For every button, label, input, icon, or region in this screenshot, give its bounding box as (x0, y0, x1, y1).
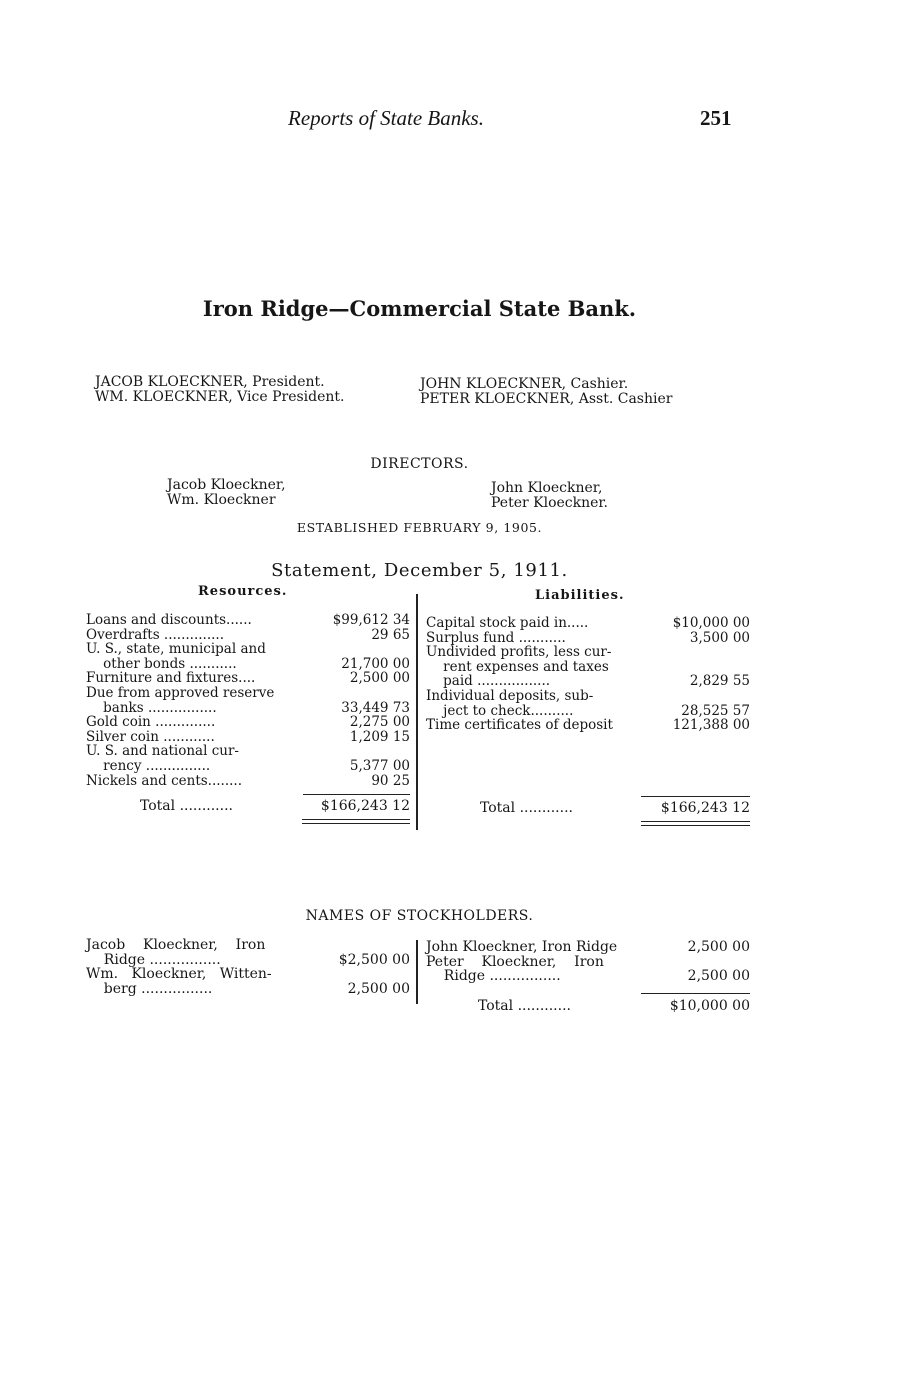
stockholder-row (426, 955, 750, 970)
resource-label: Due from approved reserve (86, 684, 275, 701)
statement-title: Statement, December 5, 1911. (271, 560, 568, 581)
directors-heading: DIRECTORS. (370, 456, 469, 472)
resource-label: U. S., state, municipal and (86, 641, 266, 658)
liabilities-total-amount: $166,243 12 (660, 800, 750, 816)
officer-assistant-cashier: PETER KLOECKNER, Asst. Cashier (420, 391, 673, 407)
stockholder-name: John Kloeckner, Iron Ridge (426, 939, 618, 955)
liability-amount: $10,000 00 (672, 615, 750, 631)
liability-row (426, 689, 750, 704)
liability-label: rent expenses and taxes (426, 658, 609, 675)
resource-amount: 1,209 15 (349, 728, 410, 745)
liability-label: Individual deposits, sub- (426, 687, 594, 704)
liabilities-list (426, 616, 750, 733)
officer-president: JACOB KLOECKNER, President. (95, 374, 325, 390)
resource-label: Silver coin ............ (86, 728, 215, 745)
resources-total-amount: $166,243 12 (320, 798, 410, 814)
bank-title: Iron Ridge—Commercial State Bank. (202, 296, 637, 321)
liability-label: Capital stock paid in..... (426, 615, 589, 631)
resources-list (86, 613, 410, 788)
stockholder-name: Peter Kloeckner, Iron (426, 953, 604, 970)
resources-total-label: Total ............ (140, 798, 233, 814)
resource-row (86, 701, 410, 716)
total-rule (641, 796, 750, 797)
column-divider (416, 594, 418, 830)
stockholder-amount: 2,500 00 (687, 939, 750, 955)
stockholder-row (86, 953, 410, 968)
stockholder-name: Ridge ................ (426, 968, 561, 985)
stockholder-name: Wm. Kloeckner, Witten- (86, 966, 272, 983)
resource-row (86, 774, 410, 789)
resource-amount: 2,500 00 (349, 670, 410, 687)
resource-label: rency ............... (86, 757, 211, 774)
stockholders-right (426, 940, 750, 984)
stockholders-heading: NAMES OF STOCKHOLDERS. (305, 908, 534, 924)
stockholder-row (86, 982, 410, 997)
liability-row (426, 718, 750, 733)
liability-row (426, 631, 750, 646)
stockholder-amount: 2,500 00 (687, 968, 750, 985)
resource-row (86, 686, 410, 701)
resource-amount: 2,275 00 (349, 714, 410, 731)
stockholder-amount: 2,500 00 (347, 980, 410, 997)
liability-row (426, 660, 750, 675)
resource-amount: 21,700 00 (341, 655, 410, 672)
officers-left (95, 375, 344, 405)
resource-row (86, 759, 410, 774)
officer-vice-president: WM. KLOECKNER, Vice President. (95, 389, 345, 405)
resource-row (86, 628, 410, 643)
established-date: ESTABLISHED FEBRUARY 9, 1905. (296, 520, 543, 535)
stockholders-left (86, 938, 410, 996)
liability-amount: 2,829 55 (689, 673, 750, 690)
resource-row (86, 642, 410, 657)
stockholder-row (426, 940, 750, 955)
director-name: Peter Kloeckner. (491, 495, 609, 511)
liability-row (426, 616, 750, 631)
resource-row (86, 613, 410, 628)
resource-label: Loans and discounts...... (86, 612, 252, 628)
stockholders-total-label: Total ............ (478, 998, 571, 1014)
resource-row (86, 715, 410, 730)
double-rule (302, 819, 410, 820)
liability-row (426, 674, 750, 689)
total-rule (303, 794, 410, 795)
total-rule (641, 993, 750, 994)
stockholder-row (86, 938, 410, 953)
liability-amount: 3,500 00 (689, 629, 750, 646)
double-rule (641, 821, 750, 822)
liability-label: Undivided profits, less cur- (426, 644, 612, 661)
resources-heading: Resources. (198, 584, 288, 599)
stockholder-name: berg ................ (86, 980, 213, 997)
resource-label: U. S. and national cur- (86, 743, 239, 760)
stockholder-row (86, 967, 410, 982)
liability-row (426, 645, 750, 660)
director-name: John Kloeckner, (491, 480, 603, 496)
liability-label: ject to check.......... (426, 702, 574, 719)
resource-row (86, 744, 410, 759)
resource-label: Gold coin .............. (86, 714, 216, 731)
liability-label: paid ................. (426, 673, 551, 690)
page-number: 251 (700, 106, 732, 130)
resource-row (86, 671, 410, 686)
resource-label: banks ................ (86, 699, 217, 716)
resource-amount: 90 25 (371, 772, 410, 789)
liability-label: Surplus fund ........... (426, 629, 566, 646)
resource-amount: 5,377 00 (349, 757, 410, 774)
resource-row (86, 657, 410, 672)
resources-total-row (140, 798, 410, 814)
double-rule (641, 825, 750, 826)
officers-right (420, 377, 672, 407)
resource-label: Overdrafts .............. (86, 626, 224, 643)
officer-cashier: JOHN KLOECKNER, Cashier. (420, 376, 629, 392)
directors-left (167, 478, 286, 508)
stockholders-divider (416, 940, 418, 1004)
liabilities-total-row (480, 800, 750, 816)
resource-amount: $99,612 34 (332, 612, 410, 628)
resource-amount: 29 65 (371, 626, 410, 643)
liabilities-total-label: Total ............ (480, 800, 573, 816)
stockholders-total-row (478, 998, 750, 1014)
liability-amount: 121,388 00 (672, 717, 750, 734)
resource-label: Furniture and fixtures.... (86, 670, 256, 687)
director-name: Jacob Kloeckner, (167, 477, 286, 493)
liability-amount: 28,525 57 (681, 702, 750, 719)
liability-row (426, 704, 750, 719)
resource-row (86, 730, 410, 745)
stockholder-amount: $2,500 00 (338, 951, 410, 968)
resource-label: Nickels and cents........ (86, 772, 243, 789)
running-title: Reports of State Banks. (288, 106, 484, 130)
liability-label: Time certificates of deposit (426, 717, 613, 734)
resource-label: other bonds ........... (86, 655, 237, 672)
liabilities-heading: Liabilities. (535, 588, 625, 603)
director-name: Wm. Kloeckner (167, 492, 276, 508)
double-rule (302, 823, 410, 824)
stockholders-total-amount: $10,000 00 (669, 998, 750, 1014)
directors-right (491, 481, 608, 511)
resource-amount: 33,449 73 (341, 699, 410, 716)
stockholder-name: Ridge ................ (86, 951, 221, 968)
stockholder-name: Jacob Kloeckner, Iron (86, 937, 266, 953)
stockholder-row (426, 969, 750, 984)
